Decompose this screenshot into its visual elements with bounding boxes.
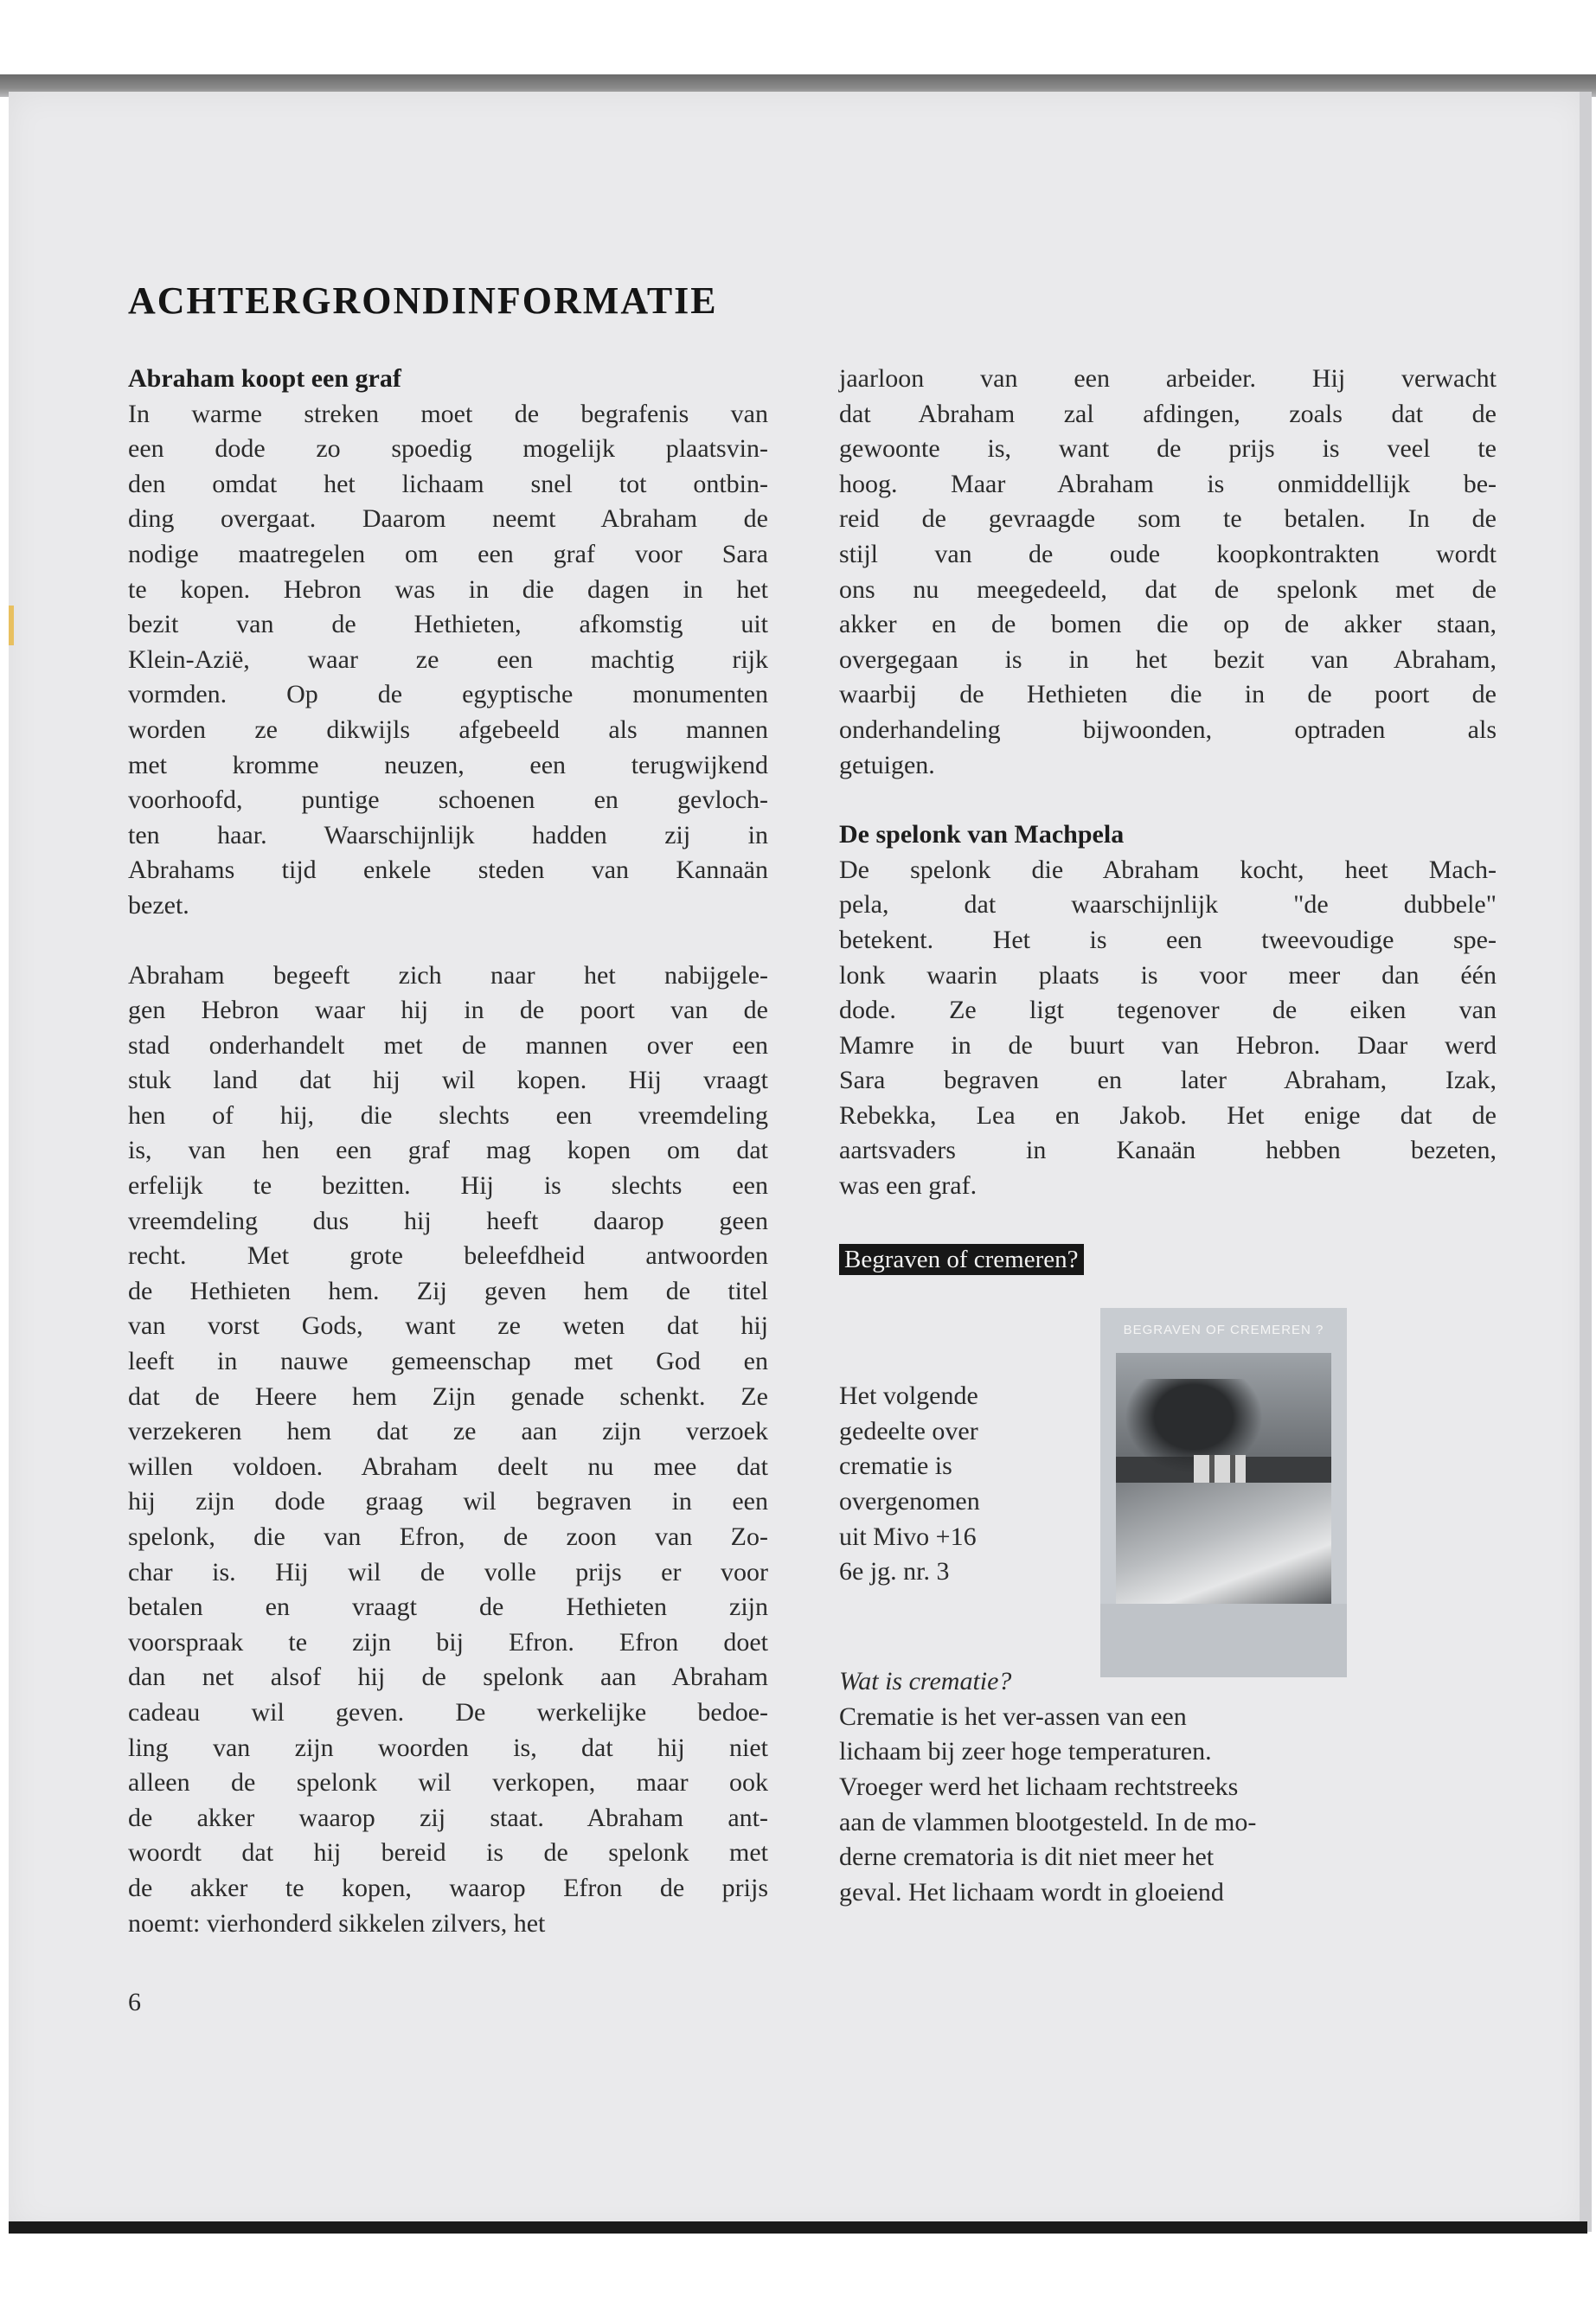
text-line: Rebekka, Lea en Jakob. Het enige dat de xyxy=(839,1100,1497,1130)
text-line: ding overgaat. Daarom neemt Abraham de xyxy=(128,504,768,534)
text-line: dat Abraham zal afdingen, zoals dat de xyxy=(839,399,1497,428)
text-line: een dode zo spoedig mogelijk plaatsvin- xyxy=(128,434,768,464)
page-right-edge xyxy=(1580,92,1592,2232)
crematie-answer xyxy=(839,1700,1497,1911)
text-line: woordt dat hij bereid is de spelonk met xyxy=(128,1838,768,1868)
paragraph-gap xyxy=(128,924,768,958)
text-line: dan net alsof hij de spelonk aan Abraham xyxy=(128,1663,768,1692)
text-line: onderhandeling bijwoonden, optraden als xyxy=(839,715,1497,744)
mivo-source-note xyxy=(839,1379,1064,1590)
scan-bottom-edge xyxy=(9,2221,1587,2234)
text-line: stuk land dat hij wil kopen. Hij vraagt xyxy=(128,1066,768,1095)
text-line: stijl van de oude koopkontrakten wordt xyxy=(839,539,1497,568)
text-line: ling van zijn woorden is, dat hij niet xyxy=(128,1733,768,1762)
text-line: Sara begraven en later Abraham, Izak, xyxy=(839,1066,1497,1095)
text-line: Het volgende xyxy=(839,1381,978,1411)
text-line: pela, dat waarschijnlijk "de dubbele" xyxy=(839,890,1497,920)
text-line: stad onderhandelt met de mannen over een xyxy=(128,1030,768,1060)
text-line: betekent. Het is een tweevoudige spe- xyxy=(839,925,1497,954)
section-title-machpela: De spelonk van Machpela xyxy=(839,820,1125,849)
text-line: overgegaan is in het bezit van Abraham, xyxy=(839,644,1497,674)
text-line: derne crematoria is dit niet meer het xyxy=(839,1843,1215,1872)
text-line: worden ze dikwijls afgebeeld als mannen xyxy=(128,715,768,744)
text-line: spelonk, die van Efron, de zoon van Zo- xyxy=(128,1522,768,1551)
paragraph-gap xyxy=(839,1204,1497,1239)
text-line: bezit van de Hethieten, afkomstig uit xyxy=(128,610,768,639)
left-column xyxy=(128,362,768,1941)
text-line: Crematie is het ver-assen van een xyxy=(839,1702,1187,1731)
text-line: De spelonk die Abraham kocht, heet Mach- xyxy=(839,855,1497,884)
cover-bottom-panel xyxy=(1100,1604,1347,1677)
text-line: cadeau wil geven. De werkelijke bedoe- xyxy=(128,1697,768,1727)
text-line: lichaam bij zeer hoge temperaturen. xyxy=(839,1737,1212,1766)
purchase-paragraph-continued xyxy=(839,362,1497,783)
text-line: te kopen. Hebron was in die dagen in het xyxy=(128,574,768,604)
crematie-question: Wat is crematie? xyxy=(839,1667,1012,1696)
text-line: nodige maatregelen om een graf voor Sara xyxy=(128,539,768,568)
text-line: hen of hij, die slechts een vreemdeling xyxy=(128,1100,768,1130)
cover-title: BEGRAVEN OF CREMEREN ? xyxy=(1123,1323,1324,1338)
text-line: was een graf. xyxy=(839,1171,977,1201)
section-machpela-paragraph xyxy=(839,853,1497,1204)
text-line: noemt: vierhonderd sikkelen zilvers, het xyxy=(128,1908,546,1938)
text-line: crematie is xyxy=(839,1452,952,1481)
text-line: Abrahams tijd enkele steden van Kannaän xyxy=(128,856,768,885)
page-number: 6 xyxy=(128,1988,141,2016)
text-line: reid de gevraagde som te betalen. In de xyxy=(839,504,1497,534)
text-line: overgenomen xyxy=(839,1487,980,1516)
section-title-abraham: Abraham koopt een graf xyxy=(128,364,401,393)
text-line: In warme streken moet de begrafenis van xyxy=(128,399,768,428)
page-heading: ACHTERGRONDINFORMATIE xyxy=(128,279,718,322)
text-line: recht. Met grote beleefdheid antwoorden xyxy=(128,1241,768,1271)
text-line: van vorst Gods, want ze weten dat hij xyxy=(128,1311,768,1341)
text-line: voorhoofd, puntige schoenen en gevloch- xyxy=(128,785,768,815)
edge-tab-marker xyxy=(9,606,14,645)
section-abraham-paragraph-2 xyxy=(128,958,768,1942)
magazine-cover-image xyxy=(1100,1308,1347,1677)
text-line: jaarloon van een arbeider. Hij verwacht xyxy=(839,364,1497,393)
right-column xyxy=(839,362,1497,1910)
text-line: is, van hen een graf mag kopen om dat xyxy=(128,1136,768,1165)
text-line: willen voldoen. Abraham deelt nu mee dat xyxy=(128,1452,768,1481)
text-line: vreemdeling dus hij heeft daarop geen xyxy=(128,1206,768,1235)
text-line: dode. Ze ligt tegenover de eiken van xyxy=(839,996,1497,1025)
text-line: ons nu meegedeeld, dat de spelonk met de xyxy=(839,574,1497,604)
text-line: de akker waarop zij staat. Abraham ant- xyxy=(128,1803,768,1832)
text-line: bezet. xyxy=(128,890,189,920)
text-line: gedeelte over xyxy=(839,1416,978,1445)
text-line: gewoonte is, want de prijs is veel te xyxy=(839,434,1497,464)
text-line: voorspraak te zijn bij Efron. Efron doet xyxy=(128,1627,768,1657)
text-line: dat de Heere hem Zijn genade schenkt. Ze xyxy=(128,1381,768,1411)
text-line: erfelijk te bezitten. Hij is slechts een xyxy=(128,1171,768,1201)
cover-photo xyxy=(1116,1353,1331,1604)
text-line: Abraham begeeft zich naar het nabijgele- xyxy=(128,960,768,990)
text-line: verzekeren hem dat ze aan zijn verzoek xyxy=(128,1417,768,1446)
text-line: Vroeger werd het lichaam rechtstreeks xyxy=(839,1772,1239,1802)
text-line: uit Mivo +16 xyxy=(839,1522,977,1551)
text-line: waarbij de Hethieten die in de poort de xyxy=(839,680,1497,709)
text-line: lonk waarin plaats is voor meer dan één xyxy=(839,960,1497,990)
cover-photo-ground xyxy=(1116,1483,1331,1604)
text-line: hoog. Maar Abraham is onmiddellijk be- xyxy=(839,469,1497,498)
box-label-row xyxy=(839,1239,1497,1278)
text-line: betalen en vraagt de Hethieten zijn xyxy=(128,1593,768,1622)
mivo-block xyxy=(839,1292,1497,1664)
text-line: char is. Hij wil de volle prijs er voor xyxy=(128,1557,768,1586)
text-line: aan de vlammen blootgesteld. In de mo- xyxy=(839,1807,1257,1836)
text-line: met kromme neuzen, een terugwijkend xyxy=(128,750,768,779)
text-line: geval. Het lichaam wordt in gloeiend xyxy=(839,1877,1224,1907)
section-abraham-paragraph xyxy=(128,397,768,924)
text-line: hij zijn dode graag wil begraven in een xyxy=(128,1487,768,1516)
text-line: de Hethieten hem. Zij geven hem de titel xyxy=(128,1276,768,1305)
text-line: Mamre in de buurt van Hebron. Daar werd xyxy=(839,1030,1497,1060)
box-label: Begraven of cremeren? xyxy=(839,1244,1084,1275)
text-line: 6e jg. nr. 3 xyxy=(839,1557,950,1586)
text-line: alleen de spelonk wil verkopen, maar ook xyxy=(128,1768,768,1798)
text-line: getuigen. xyxy=(839,750,935,779)
text-line: de akker te kopen, waarop Efron de prijs xyxy=(128,1873,768,1902)
text-line: aartsvaders in Kanaän hebben bezeten, xyxy=(839,1136,1497,1165)
text-line: akker en de bomen die op de akker staan, xyxy=(839,610,1497,639)
paragraph-gap xyxy=(839,783,1497,817)
text-line: Klein-Azië, waar ze een machtig rijk xyxy=(128,644,768,674)
text-line: vormden. Op de egyptische monumenten xyxy=(128,680,768,709)
text-line: gen Hebron waar hij in de poort van de xyxy=(128,996,768,1025)
text-line: den omdat het lichaam snel tot ontbin- xyxy=(128,469,768,498)
text-line: ten haar. Waarschijnlijk hadden zij in xyxy=(128,820,768,849)
text-line: leeft in nauwe gemeenschap met God en xyxy=(128,1347,768,1376)
